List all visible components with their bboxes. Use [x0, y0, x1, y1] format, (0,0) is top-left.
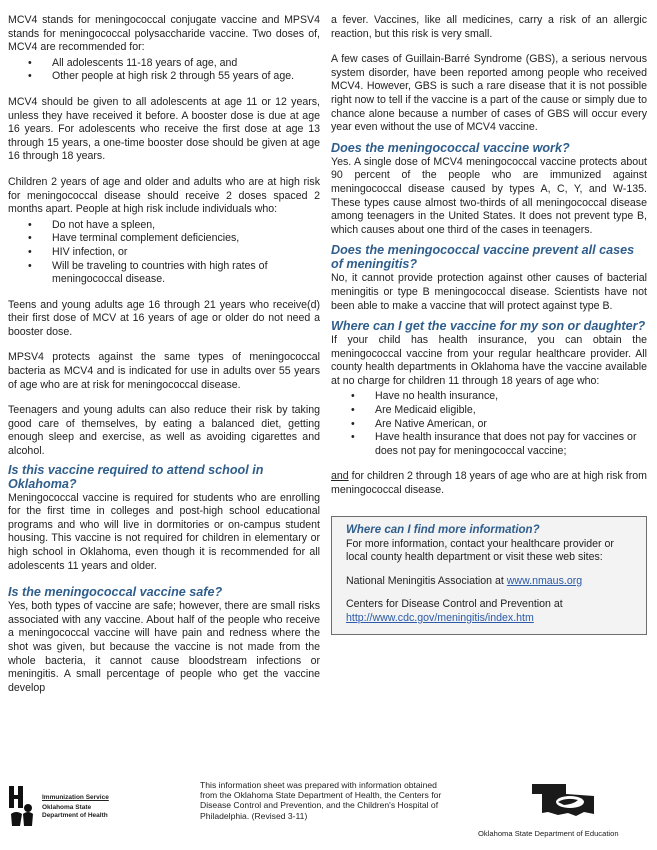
section-heading: Is the meningococcal vaccine safe?: [8, 585, 223, 600]
list-item: • Have no health insurance,: [331, 390, 647, 404]
osdh-logo: [8, 784, 158, 834]
paragraph: Teens and young adults age 16 through 21 years who receive(d) their first dose of MCV at 16 years of age or older do not need a booster dose.: [8, 298, 320, 338]
nma-line: [346, 575, 636, 589]
logo-left-line1: Immunization Service: [42, 794, 109, 801]
info-box-title: Where can I find more information?: [346, 523, 540, 536]
dose-recommendation-list: [8, 57, 320, 84]
section-heading: Does the meningococcal vaccine work?: [331, 140, 570, 155]
paragraph: Teenagers and young adults can also reduce their risk by taking good care of themselves, by eating a balanced diet, getting enough sleep and exercise, as well as avoiding cigarettes and alcohol.: [8, 404, 320, 458]
paragraph: a fever. Vaccines, like all medicines, carry a risk of an allergic reaction, but this risk is very small.: [331, 14, 647, 40]
nma-link[interactable]: www.nmaus.org: [506, 574, 583, 587]
right-column: [331, 14, 647, 635]
logo-left-line2: Oklahoma State: [42, 804, 92, 811]
list-item: • Are Native American, or: [331, 418, 647, 432]
list-item: • HIV infection, or: [8, 246, 320, 260]
list-item: • Have health insurance that does not pay for vaccines or does not pay for meningococcal vaccine;: [331, 431, 647, 458]
list-item: • Other people at high risk 2 through 55 years of age.: [8, 70, 320, 84]
logo-left-lines: [42, 804, 108, 820]
paragraph: A few cases of Guillain-Barré Syndrome (GBS), a serious nervous system disorder, have been reported among people who received MCV4. However, GBS is such a rare disease that it is not possible right now to tell if the vaccine is a part of the cause or simply due to chance alone because a number of cases of GBS will occur every year even without the use of MCV4 vaccine.: [331, 53, 647, 134]
logo-left-line3: Department of Health: [42, 812, 108, 819]
paragraph: MCV4 should be given to all adolescents at age 11 or 12 years, unless they have received it before. A booster dose is due at age 16 years. For adolescents who receive the first dose at age 13 through 15 years, a one-time booster dose should be given at age 16 through 18 years.: [8, 95, 320, 163]
paragraph: MCV4 stands for meningococcal conjugate vaccine and MPSV4 stands for meningococcal polysaccharide vaccine. Two doses of, MCV4 are recommended for:: [8, 14, 320, 54]
education-logo: [518, 780, 600, 820]
paragraph: Meningococcal vaccine is required for students who are enrolling for the first time in colleges and post-high school educational programs and who will live in dormitories or on-campus student housing. This vaccine is not required for children in elementary or high school in Oklahoma, even though it is recommended for all adolescents 11 years and older.: [8, 491, 320, 572]
list-item: • All adolescents 11-18 years of age, and: [8, 57, 320, 71]
paragraph: Yes. A single dose of MCV4 meningococcal vaccine protects about 90 percent of the people who are immunized against meningococcal disease caused by types A, C, Y, and W-135. These types cause almost two-thirds of all meningococcal disease among teenagers in the United States. It does not prevent type B, which causes about one third of the cases in teenagers.: [331, 155, 647, 236]
left-column: [8, 14, 320, 707]
cdc-label: Centers for Disease Control and Prevention at: [346, 598, 563, 611]
list-item: • Will be traveling to countries with high rates of meningococcal disease.: [8, 260, 320, 287]
paragraph: Children 2 years of age and older and adults who are at high risk for meningococcal disease should receive 2 doses spaced 2 months apart. People at high risk include individuals who:: [8, 175, 320, 216]
list-item: • Have terminal complement deficiencies,: [8, 232, 320, 246]
high-risk-list: [8, 219, 320, 287]
footer: [0, 780, 657, 850]
cdc-line: [346, 598, 636, 625]
and-word: and: [331, 470, 349, 483]
section-heading: Does the meningococcal vaccine prevent all cases of meningitis?: [331, 243, 635, 272]
paragraph: If your child has health insurance, you can obtain the meningococcal vaccine from your regular healthcare provider. All county health departments in Oklahoma have the vaccine available at no charge for children 11 through 18 years of age who:: [331, 334, 647, 387]
nma-label: National Meningitis Association at: [346, 574, 507, 587]
paragraph: [331, 470, 647, 497]
paragraph: Yes, both types of vaccine are safe; however, there are small risks associated with any vaccine. About half of the people who receive a meningococcal vaccine will have pain and redness where the shot was given, but because the vaccine is not made from the whole bacteria, it cannot cause bloodstream infections or meningitis. A small percentage of people who get the vaccine develop: [8, 600, 320, 694]
paragraph: MPSV4 protects against the same types of meningococcal bacteria as MCV4 and is indicated for use in adults over 55 years of age who are at risk for meningococcal disease.: [8, 351, 320, 391]
list-item: • Do not have a spleen,: [8, 219, 320, 233]
cdc-link[interactable]: http://www.cdc.gov/meningitis/index.htm: [346, 612, 534, 624]
paragraph-text: for children 2 through 18 years of age who are at high risk from meningococcal disease.: [331, 470, 647, 497]
paragraph: No, it cannot provide protection against other causes of bacterial meningitis or type B meningococcal disease. Scientists have not been able to make a vaccine that will protect against type B.: [331, 272, 647, 312]
section-heading: Is this vaccine required to attend school in Oklahoma?: [8, 462, 264, 491]
info-box: [331, 516, 647, 635]
eligibility-list: [331, 390, 647, 458]
info-box-text: For more information, contact your healthcare provider or local county health department or visit these web sites:: [346, 537, 614, 564]
oklahoma-map-icon: [518, 780, 600, 820]
list-item: • Are Medicaid eligible,: [331, 404, 647, 418]
section-heading: Where can I get the vaccine for my son or daughter?: [331, 319, 646, 334]
immunization-figure-icon: [8, 784, 38, 828]
education-logo-caption: Oklahoma State Department of Education: [478, 829, 619, 838]
footer-credit-text: This information sheet was prepared with information obtained from the Oklahoma State Department of Health, the Centers for Disease Control and Prevention, and the Children's Hospital of Philadelphia. (Revised 3-11): [200, 780, 442, 821]
